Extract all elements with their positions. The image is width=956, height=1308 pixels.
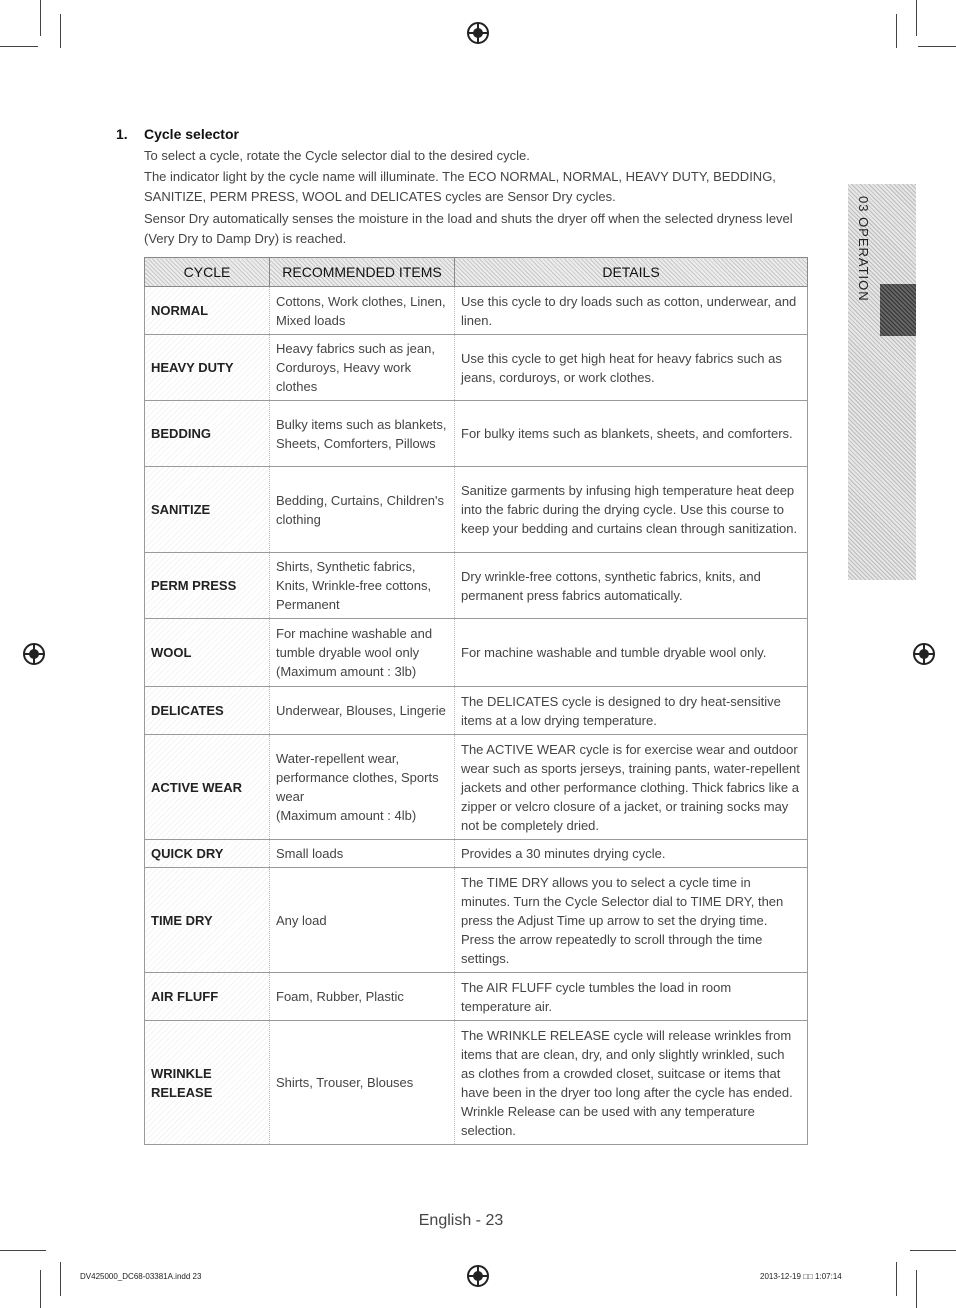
crop-mark (40, 1270, 41, 1308)
print-slug-file: DV425000_DC68-03381A.indd 23 (80, 1272, 202, 1281)
registration-mark-icon (913, 643, 935, 665)
crop-mark (896, 1262, 897, 1296)
table-row (145, 287, 808, 335)
cycle-details: Dry wrinkle-free cottons, synthetic fabrics, knits, and permanent press fabrics automatically. (455, 553, 808, 619)
recommended-items: Underwear, Blouses, Lingerie (270, 687, 455, 735)
crop-mark (896, 14, 897, 48)
header-details: DETAILS (455, 258, 808, 287)
cycle-details: The DELICATES cycle is designed to dry heat-sensitive items at a low drying temperature. (455, 687, 808, 735)
crop-mark (916, 0, 917, 36)
cycle-details: Provides a 30 minutes drying cycle. (455, 840, 808, 868)
cycle-details: The AIR FLUFF cycle tumbles the load in room temperature air. (455, 973, 808, 1021)
table-row (145, 1021, 808, 1145)
cycle-details: For bulky items such as blankets, sheets, and comforters. (455, 401, 808, 467)
cycle-details: For machine washable and tumble dryable wool only. (455, 619, 808, 687)
recommended-items: Bedding, Curtains, Children's clothing (270, 467, 455, 553)
print-slug-date: 2013-12-19 □□ 1:07:14 (760, 1272, 842, 1281)
cycle-name: ACTIVE WEAR (145, 735, 270, 840)
cycle-name: BEDDING (145, 401, 270, 467)
cycle-name: WRINKLE RELEASE (145, 1021, 270, 1145)
cycle-name: HEAVY DUTY (145, 335, 270, 401)
table-row (145, 467, 808, 553)
cycle-name: NORMAL (145, 287, 270, 335)
recommended-items-cell (270, 619, 455, 687)
crop-mark (60, 1262, 61, 1296)
cycle-details: The WRINKLE RELEASE cycle will release wrinkles from items that are clean, dry, and only slightly wrinkled, such as clothes from a crowded closet, suitcase or items that have been in the dryer too long after the cycle has ended. Wrinkle Release can be used with any temperature selection. (455, 1021, 808, 1145)
crop-mark (0, 46, 38, 47)
recommended-items-cell (270, 735, 455, 840)
table-row (145, 735, 808, 840)
crop-mark (910, 1250, 956, 1251)
table-row (145, 840, 808, 868)
table-header-row (145, 258, 808, 287)
intro-paragraph: To select a cycle, rotate the Cycle selector dial to the desired cycle. (144, 148, 530, 163)
recommended-items: Shirts, Trouser, Blouses (270, 1021, 455, 1145)
page-number: English - 23 (418, 1212, 504, 1229)
registration-mark-icon (467, 1265, 489, 1287)
cycle-details: Use this cycle to get high heat for heavy fabrics such as jeans, corduroys, or work clothes. (455, 335, 808, 401)
table-row (145, 553, 808, 619)
max-amount-note: (Maximum amount : 4lb) (276, 808, 417, 823)
recommended-items: Cottons, Work clothes, Linen, Mixed loads (270, 287, 455, 335)
sensor-dry-paragraph: Sensor Dry automatically senses the moisture in the load and shuts the dryer off when the selected dryness level (Very Dry to Damp Dry) is reached. (144, 211, 793, 246)
chapter-side-tab-marker (880, 284, 916, 336)
header-cycle: CYCLE (145, 258, 270, 287)
recommended-items: Any load (270, 868, 455, 973)
cycle-details: The TIME DRY allows you to select a cycle time in minutes. Turn the Cycle Selector dial to TIME DRY, then press the Adjust Time up arrow to set the drying time. Press the arrow repeatedly to scroll through the time settings. (455, 868, 808, 973)
recommended-items: Bulky items such as blankets, Sheets, Comforters, Pillows (270, 401, 455, 467)
table-row (145, 687, 808, 735)
cycle-name: QUICK DRY (145, 840, 270, 868)
cycle-details: Use this cycle to dry loads such as cotton, underwear, and linen. (455, 287, 808, 335)
crop-mark (916, 1270, 917, 1308)
chapter-side-tab-label: 03 OPERATION (856, 196, 871, 302)
cycle-details: Sanitize garments by infusing high temperature heat deep into the fabric during the drying cycle. Use this course to keep your bedding and curtains clean through sanitization. (455, 467, 808, 553)
recommended-items: Water-repellent wear, performance clothes, Sports wear (276, 751, 439, 804)
recommended-items: Shirts, Synthetic fabrics, Knits, Wrinkle-free cottons, Permanent (270, 553, 455, 619)
cycle-name: TIME DRY (145, 868, 270, 973)
recommended-items: Heavy fabrics such as jean, Corduroys, Heavy work clothes (270, 335, 455, 401)
table-row (145, 973, 808, 1021)
table-row (145, 401, 808, 467)
max-amount-note: (Maximum amount : 3lb) (276, 664, 417, 679)
cycle-name: DELICATES (145, 687, 270, 735)
cycle-name: WOOL (145, 619, 270, 687)
cycle-name: PERM PRESS (145, 553, 270, 619)
cycle-name: SANITIZE (145, 467, 270, 553)
cycle-details: The ACTIVE WEAR cycle is for exercise wear and outdoor wear such as sports jerseys, training pants, water-repellent jackets and other performance clothing. Thick fabrics like a zipper or velcro closure of a jacket, or training socks may not be completely dried. (455, 735, 808, 840)
crop-mark (40, 0, 41, 36)
recommended-items: For machine washable and tumble dryable wool only (276, 626, 433, 660)
table-row (145, 335, 808, 401)
crop-mark (918, 46, 956, 47)
crop-mark (60, 14, 61, 48)
recommended-items: Small loads (270, 840, 455, 868)
cycle-table (144, 257, 808, 1145)
indicator-paragraph: The indicator light by the cycle name will illuminate. The ECO NORMAL, NORMAL, HEAVY DUTY, BEDDING, SANITIZE, PERM PRESS, WOOL and DELICATES cycles are Sensor Dry cycles. (144, 169, 776, 204)
table-row (145, 619, 808, 687)
section-number: 1. (116, 126, 128, 142)
section-heading (116, 126, 239, 142)
section-title: Cycle selector (144, 126, 239, 142)
recommended-items: Foam, Rubber, Plastic (270, 973, 455, 1021)
table-row (145, 868, 808, 973)
header-recommended-items: RECOMMENDED ITEMS (270, 258, 455, 287)
registration-mark-icon (23, 643, 45, 665)
cycle-name: AIR FLUFF (145, 973, 270, 1021)
registration-mark-icon (467, 22, 489, 44)
crop-mark (0, 1250, 46, 1251)
